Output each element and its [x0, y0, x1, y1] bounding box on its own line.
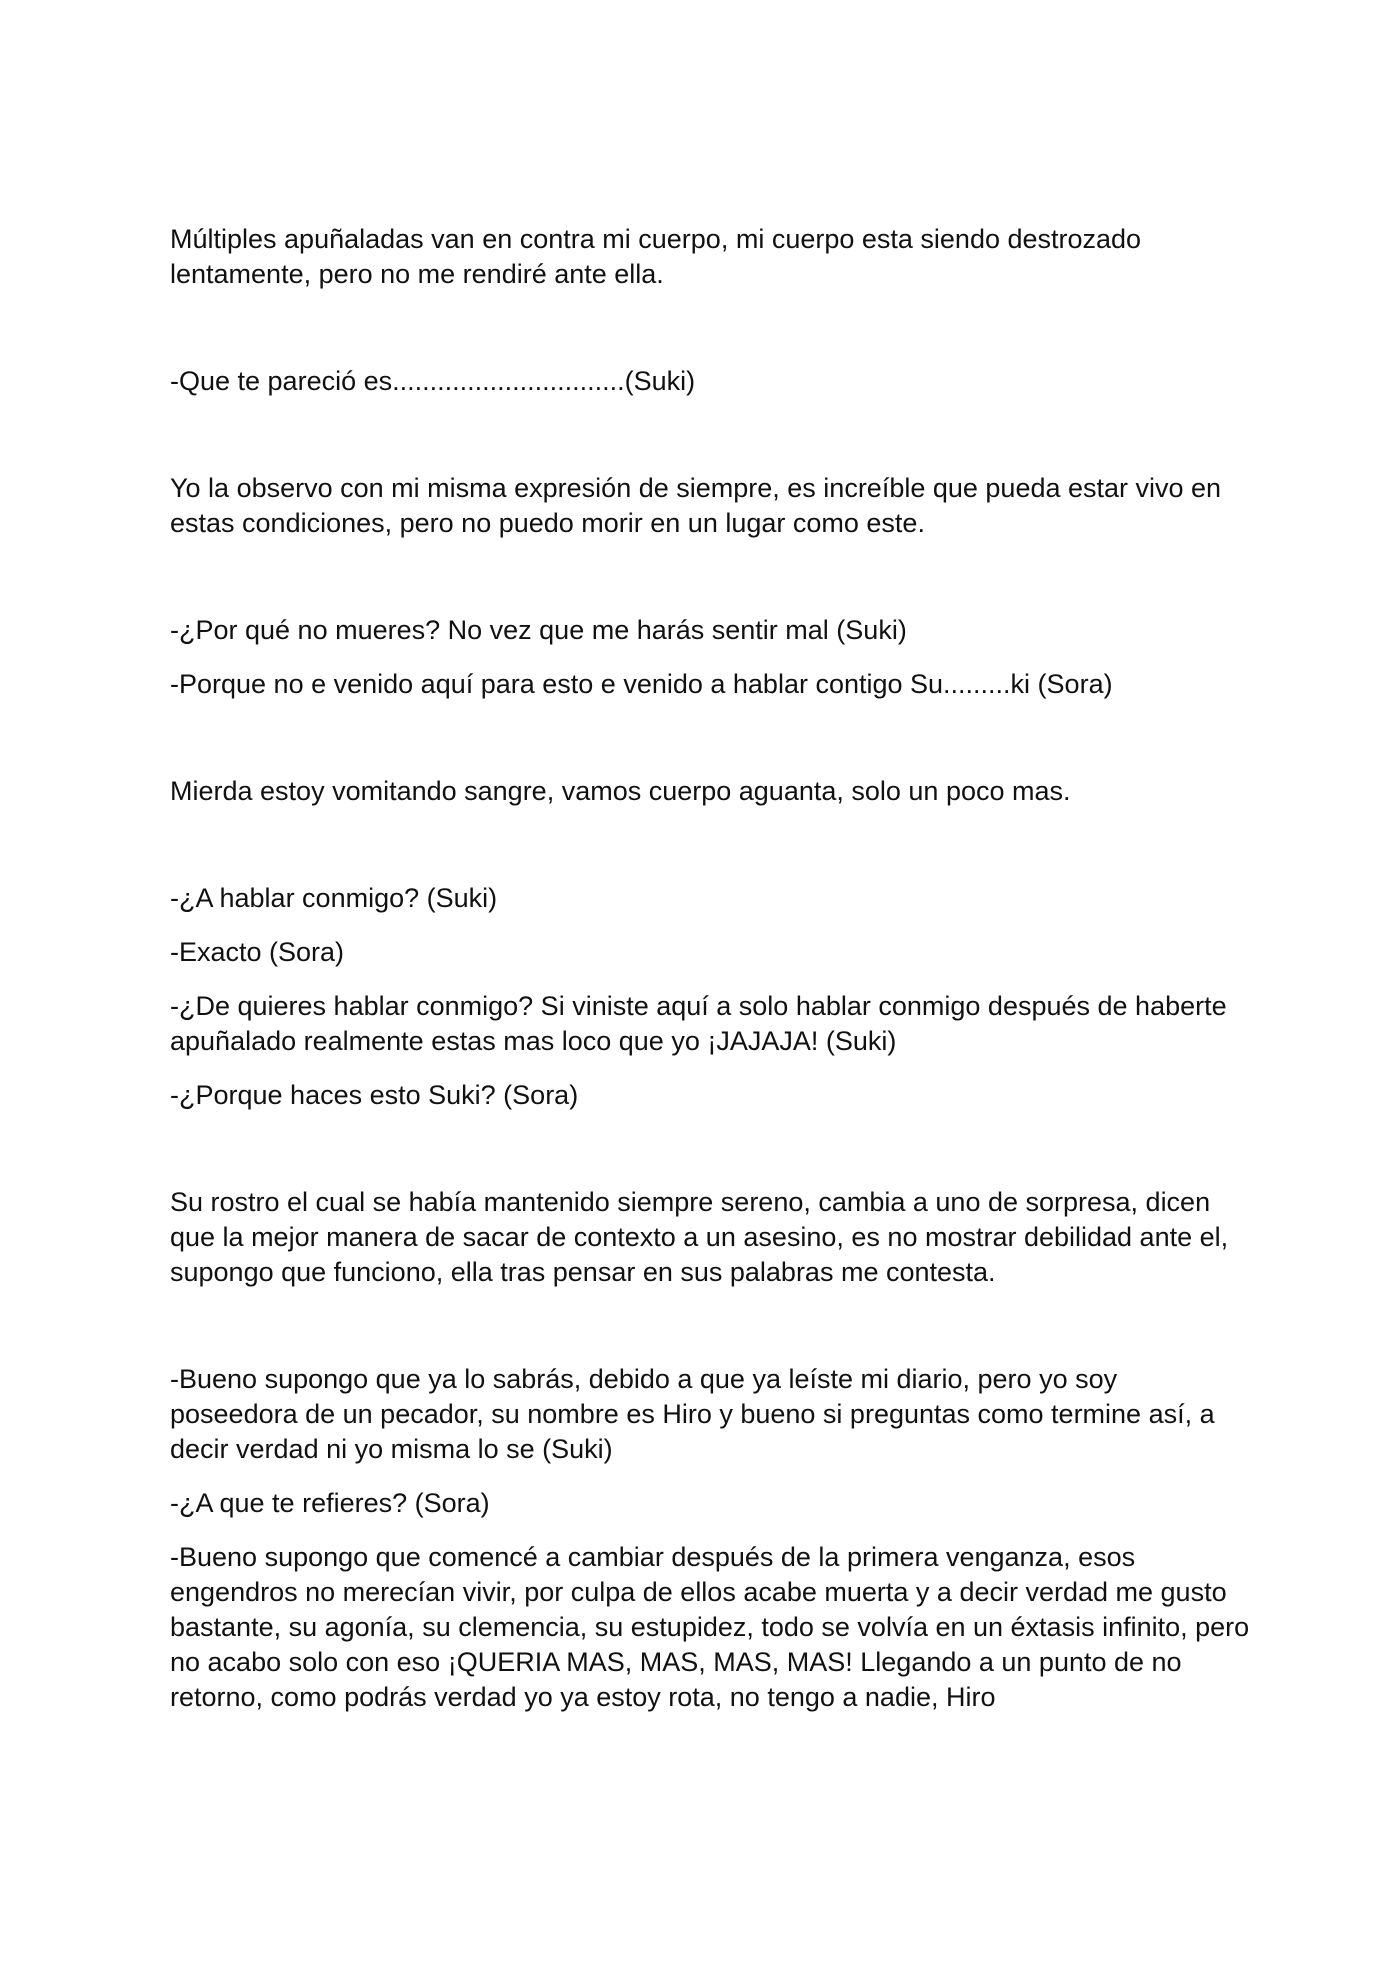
dialogue-line: -Bueno supongo que comencé a cambiar después de la primera venganza, esos engendros no merecían vivir, por culpa de ellos acabe muerta y a decir verdad me gusto bastante, su agonía, su clemencia, su estupidez, todo se volvía en un éxtasis infinito, pero no acabo solo con eso ¡QUERIA MAS, MAS, MAS, MAS! Llegando a un punto de no retorno, como podrás verdad yo ya estoy rota, no tengo a nadie, Hiro — [170, 1542, 1257, 1712]
document-body — [170, 222, 1257, 1715]
narration-paragraph: Su rostro el cual se había mantenido siempre sereno, cambia a uno de sorpresa, dicen que la mejor manera de sacar de contexto a un asesino, es no mostrar debilidad ante el, supongo que funciono, ella tras pensar en sus palabras me contesta. — [170, 1187, 1236, 1287]
dialogue-line: -¿Porque haces esto Suki? (Sora) — [170, 1080, 579, 1110]
dialogue-line: -Exacto (Sora) — [170, 937, 345, 967]
dialogue-line: -¿Por qué no mueres? No vez que me harás sentir mal (Suki) — [170, 615, 907, 645]
narration-paragraph: Yo la observo con mi misma expresión de siempre, es increíble que pueda estar vivo en estas condiciones, pero no puedo morir en un lugar como este. — [170, 473, 1229, 538]
narration-paragraph: Múltiples apuñaladas van en contra mi cuerpo, mi cuerpo esta siendo destrozado lentamente, pero no me rendiré ante ella. — [170, 224, 1149, 289]
narration-paragraph: Mierda estoy vomitando sangre, vamos cuerpo aguanta, solo un poco mas. — [170, 776, 1071, 806]
dialogue-line: -¿A hablar conmigo? (Suki) — [170, 883, 498, 913]
dialogue-line: -¿De quieres hablar conmigo? Si viniste aquí a solo hablar conmigo después de haberte apuñalado realmente estas mas loco que yo ¡JAJAJA! (Suki) — [170, 991, 1235, 1056]
dialogue-line: -¿A que te refieres? (Sora) — [170, 1488, 490, 1518]
dialogue-line: -Porque no e venido aquí para esto e venido a hablar contigo Su.........ki (Sora) — [170, 669, 1113, 699]
dialogue-line: -Que te pareció es...............................(Suki) — [170, 366, 696, 396]
dialogue-line: -Bueno supongo que ya lo sabrás, debido a que ya leíste mi diario, pero yo soy poseedora de un pecador, su nombre es Hiro y bueno si preguntas como termine así, a decir verdad ni yo misma lo se (Suki) — [170, 1364, 1223, 1464]
